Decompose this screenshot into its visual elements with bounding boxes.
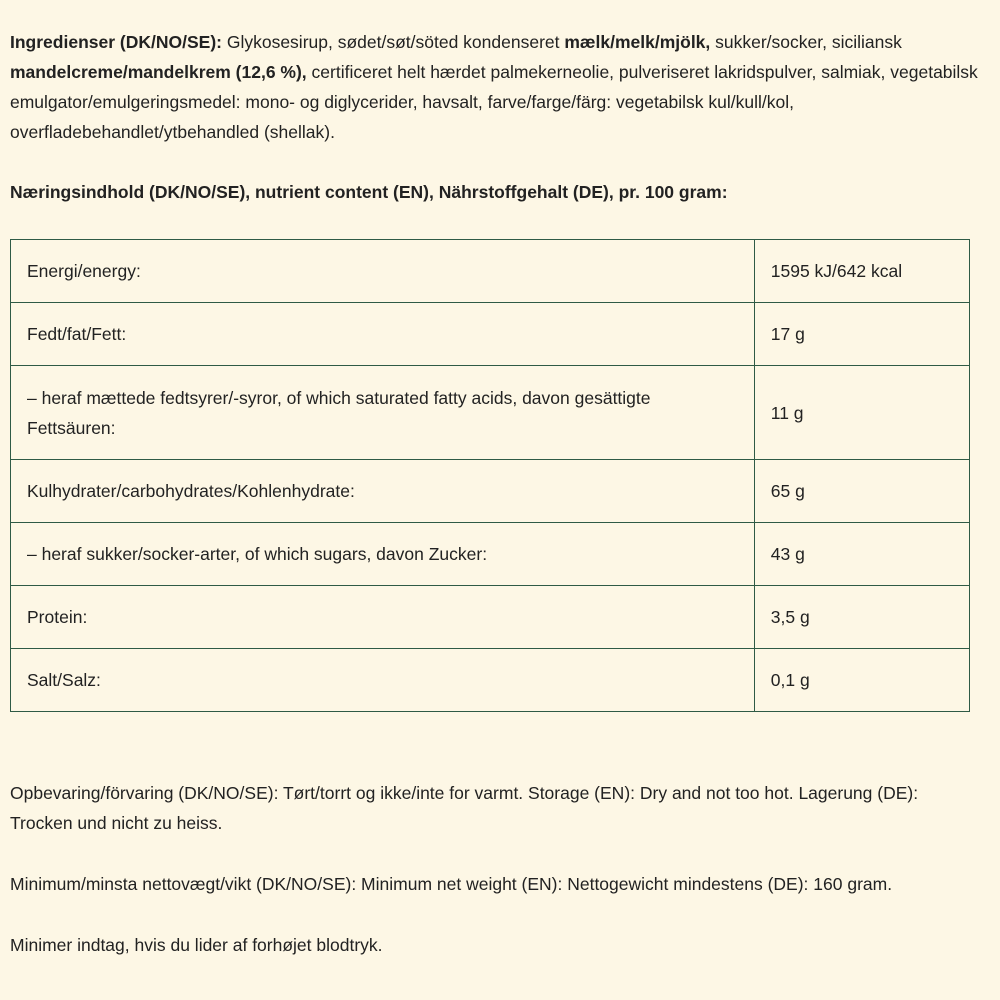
nutrient-value: 17 g — [754, 303, 969, 366]
ingredient-milk-allergen: mælk/melk/mjölk, — [564, 32, 711, 52]
ingredient-almond-allergen: mandelcreme/mandelkrem (12,6 %), — [10, 62, 307, 82]
nutrient-value: 3,5 g — [754, 586, 969, 649]
product-info — [10, 27, 985, 960]
table-row — [11, 240, 970, 303]
table-row — [11, 460, 970, 523]
storage-instructions: Opbevaring/förvaring (DK/NO/SE): Tørt/torrt og ikke/inte for varmt. Storage (EN): Dry and not too hot. Lagerung (DE): Trocken und nicht zu heiss. — [10, 783, 919, 833]
nutrition-table — [10, 239, 970, 712]
nutrient-value: 43 g — [754, 523, 969, 586]
ingredients-paragraph — [10, 27, 985, 147]
table-row — [11, 586, 970, 649]
nutrient-value: 11 g — [754, 366, 969, 460]
nutrient-label: Kulhydrater/carbohydrates/Kohlenhydrate: — [11, 460, 755, 523]
health-warning: Minimer indtag, hvis du lider af forhøjet blodtryk. — [10, 935, 383, 955]
nutrient-label: Fedt/fat/Fett: — [11, 303, 755, 366]
nutrient-value: 1595 kJ/642 kcal — [754, 240, 969, 303]
nutrient-label: – heraf mættede fedtsyrer/-syror, of which saturated fatty acids, davon gesättigte Fettsäuren: — [11, 366, 755, 460]
ingredients-text: sukker/socker, siciliansk — [710, 32, 902, 52]
nutrient-label: – heraf sukker/socker-arter, of which sugars, davon Zucker: — [11, 523, 755, 586]
nutrition-heading: Næringsindhold (DK/NO/SE), nutrient content (EN), Nährstoffgehalt (DE), pr. 100 gram: — [10, 182, 728, 202]
net-weight: Minimum/minsta nettovægt/vikt (DK/NO/SE): Minimum net weight (EN): Nettogewicht mindestens (DE): 160 gram. — [10, 874, 893, 894]
table-row — [11, 303, 970, 366]
ingredients-text: certificeret helt hærdet palmekerneolie, pulveriseret lakridspulver, salmiak, vegetabilsk emulgator/emulgeringsmedel: mono- og diglycerider, havsalt, farve/farge/färg: vegetabilsk kul/kull/kol, overfladebehandlet/ytbehandled (shellak). — [10, 62, 978, 142]
table-row — [11, 649, 970, 712]
nutrient-value: 0,1 g — [754, 649, 969, 712]
nutrient-label: Energi/energy: — [11, 240, 755, 303]
ingredients-text: Glykosesirup, sødet/søt/söted kondenseret — [221, 32, 565, 52]
table-row — [11, 366, 970, 460]
nutrient-label: Protein: — [11, 586, 755, 649]
ingredients-label: Ingredienser (DK/NO/SE): — [10, 32, 222, 52]
nutrient-value: 65 g — [754, 460, 969, 523]
table-row — [11, 523, 970, 586]
nutrient-label: Salt/Salz: — [11, 649, 755, 712]
